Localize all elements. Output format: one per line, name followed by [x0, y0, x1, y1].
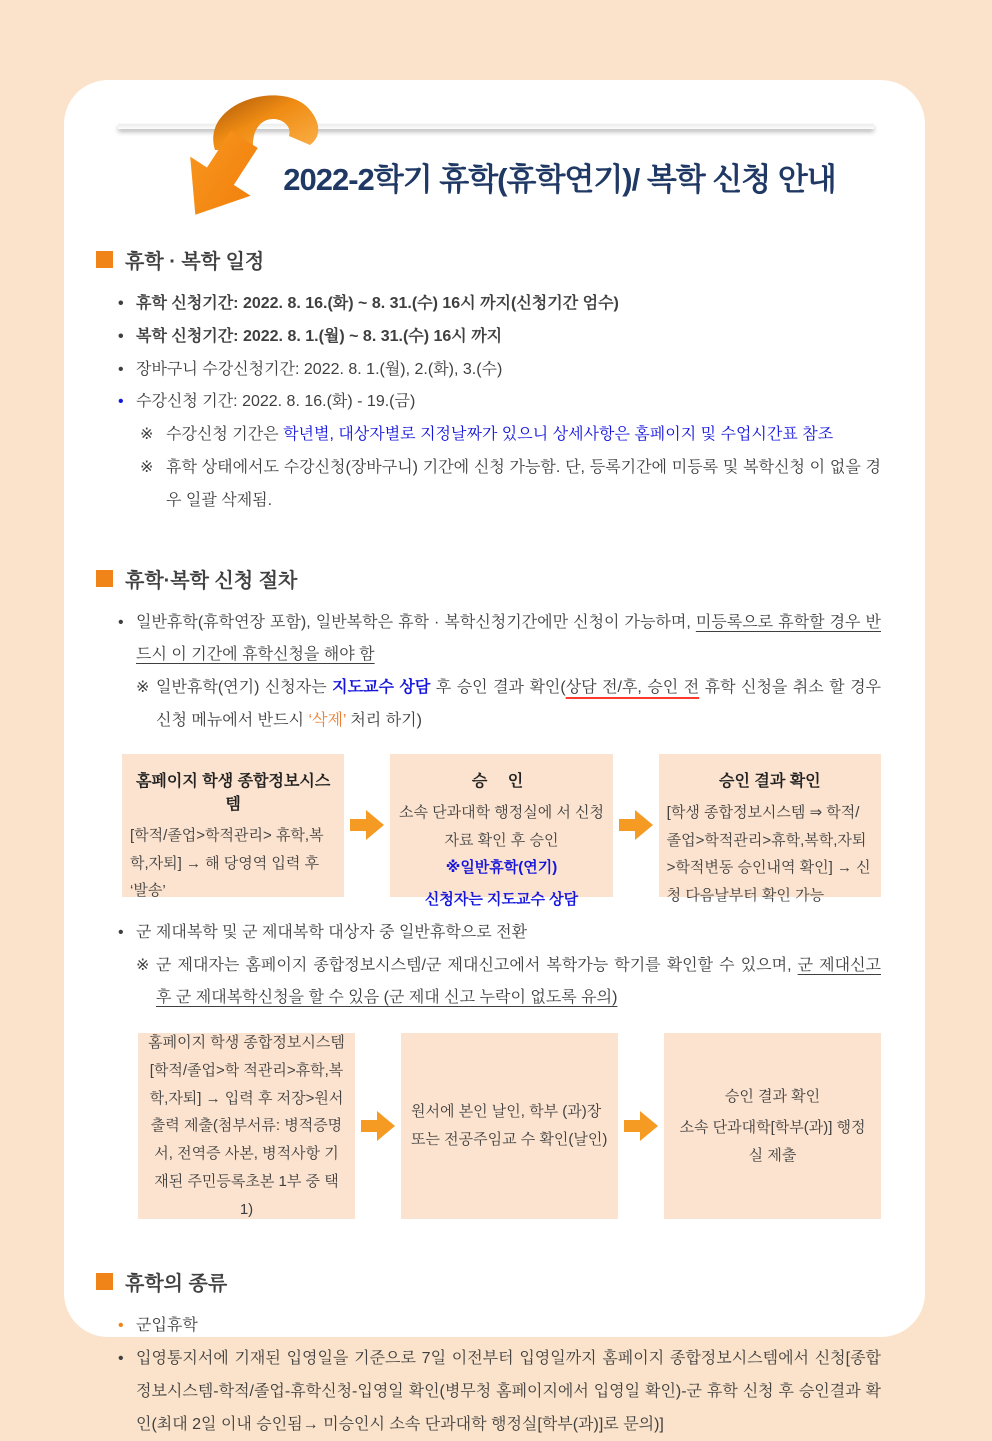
advisor-consult-text: 지도교수 상담	[332, 679, 431, 697]
schedule-item-text: 수강신청 기간: 2022. 8. 16.(화) - 19.(금)	[136, 393, 416, 411]
dot-bullet-icon: •	[118, 1317, 124, 1335]
military-text: 군 제대자는 홈페이지 종합정보시스템/군 제대신고에서 복학가능 학기를 확인할 수 있으며,	[156, 956, 798, 974]
flow-box-title: 승인 결과 확인	[719, 772, 821, 790]
procedure-text-underlined: 미등록으로 휴학할 경우 반드시 이 기간에 휴학신청을 해야 함	[136, 613, 881, 664]
dot-bullet-icon: •	[118, 327, 124, 345]
flow-box-body: 승인 결과 확인	[724, 1087, 821, 1105]
procedure-text: 후 승인 결과 확인(	[430, 679, 566, 697]
flow-box-body: [학생 종합정보시스템 ⇒ 학적/졸업>학적관리>휴학,복학,자퇴>학적변동 승인내역 확인] → 신청 다음날부터 확인 가능	[666, 803, 871, 905]
note-text-blue: 학년별, 대상자별로 지정날짜가 있으니 상세사항은 홈페이지 및 수업시간표 참조	[283, 426, 834, 444]
flow-box-title: 홈페이지 학생 종합정보시스템	[135, 772, 331, 813]
page-title: 2022-2학기 휴학(휴학연기)/ 복학 신청 안내	[283, 162, 836, 197]
procedure-paragraph-1	[118, 607, 881, 673]
flow-box-military-apply	[138, 1033, 355, 1219]
note-text: 휴학 상태에서도 수강신청(장바구니) 기간에 신청 가능함. 단, 등록기간에 미등록 및 복학신청 이 없을 경우 일괄 삭제됨.	[166, 458, 881, 509]
flow-arrow-icon	[361, 1111, 395, 1141]
leave-type-detail-text: 입영통지서에 기재된 입영일을 기준으로 7일 이전부터 입영일까지 홈페이지 종합정보시스템에서 신청[종합정보시스템-학적/졸업-휴학신청-입영일 확인(병무청 홈페이지에서 입영일 확인)-군 휴학 신청 후 승인결과 확인(최대 2일 이내 승인됨→ 미승인시 소속 단과대학 행정실[학부(과)]로 문의)]	[136, 1349, 881, 1433]
flow-box-title: 승 인	[471, 772, 532, 790]
section-leave-types-heading	[96, 1267, 881, 1296]
schedule-note-2	[140, 452, 881, 518]
schedule-item-text: 복학 신청기간: 2022. 8. 1.(월) ~ 8. 31.(수) 16시 까지	[136, 327, 503, 345]
flow-box-note-blue: 신청자는 지도교수 상담	[424, 891, 579, 909]
ribbon-arrow-icon	[122, 88, 332, 238]
military-paragraph-1	[118, 917, 881, 950]
procedure-text: 일반휴학(휴학연장 포함), 일반복학은 휴학 · 복학신청기간에만 신청이 가능하며,	[136, 613, 696, 631]
dot-bullet-icon: •	[118, 360, 124, 378]
flow-box-military-submit	[664, 1033, 881, 1219]
schedule-item-leave	[118, 288, 881, 321]
dot-bullet-icon: •	[118, 393, 124, 411]
schedule-item-cart	[118, 354, 881, 387]
reference-mark-icon: ※	[140, 426, 154, 444]
dot-bullet-icon: •	[118, 613, 124, 631]
section-heading-label: 휴학의 종류	[125, 1273, 228, 1296]
flow-box-body: [학적/졸업>학적관리> 휴학,복학,자퇴] → 해 당영역 입력 후 ‘발송’	[130, 826, 324, 900]
section-procedure-heading	[96, 564, 881, 593]
flow-arrow-icon	[624, 1111, 658, 1141]
flow-arrow-icon	[619, 810, 653, 840]
notice-card	[64, 80, 925, 1433]
leave-type-military-detail	[118, 1343, 881, 1441]
procedure-paragraph-2	[136, 672, 881, 738]
schedule-note-1	[140, 419, 881, 452]
leave-type-label: 군입휴학	[136, 1317, 198, 1335]
procedure-text: 휴학 신청을 취소 할 경우 신청 메뉴에서 반드시	[156, 679, 882, 729]
flow-box-body: 소속 단과대학 행정실에 서 신청 자료 확인 후 승인	[398, 803, 605, 849]
flow-box-system	[122, 754, 344, 900]
military-paragraph-2	[136, 950, 881, 1016]
procedure-text-red-underline: 상담 전/후, 승인 전	[565, 679, 700, 697]
military-text: 군 제대복학 및 군 제대복학 대상자 중 일반휴학으로 전환	[136, 923, 528, 941]
schedule-item-text: 장바구니 수강신청기간: 2022. 8. 1.(월), 2.(화), 3.(수)	[136, 360, 503, 378]
section-schedule-heading	[96, 245, 881, 274]
section-heading-label: 휴학·복학 신청 절차	[125, 569, 298, 592]
procedure-text: 일반휴학(연기) 신청자는	[156, 679, 333, 697]
leave-type-military	[118, 1310, 881, 1343]
flow-box-approval	[390, 754, 612, 909]
military-flow-row	[138, 1033, 881, 1219]
reference-mark-icon: ※	[136, 679, 150, 697]
note-text: 수강신청 기간은	[166, 426, 284, 444]
flow-arrow-icon	[350, 810, 384, 840]
schedule-item-text: 휴학 신청기간: 2022. 8. 16.(화) ~ 8. 31.(수) 16시 까지(신청기간 엄수)	[136, 295, 619, 312]
dot-bullet-icon: •	[118, 295, 124, 312]
flow-box-body: 홈페이지 학생 종합정보시스템[학적/졸업>학 적관리>휴학,복학,자퇴] → 입력 후 저장>원서출력 제출(첨부서류: 병적증명서, 전역증 사본, 병적사항 기재된 주민등록초본 1부 중 택1)	[148, 1034, 345, 1218]
orange-square-bullet-icon	[96, 1273, 113, 1290]
reference-mark-icon: ※	[136, 956, 150, 974]
notice-content	[64, 245, 925, 1441]
flow-box-military-stamp	[401, 1033, 618, 1219]
military-text-underlined: 군 제대신고 후 군 제대복학신청을 할 수 있음 (군 제대 신고 누락이 없도록 유의)	[156, 956, 881, 1007]
flow-box-result-check	[659, 754, 881, 905]
section-heading-label: 휴학 · 복학 일정	[125, 251, 265, 273]
delete-keyword-text: ‘삭제’	[308, 711, 347, 729]
reference-mark-icon: ※	[140, 458, 154, 476]
flow-box-body: 원서에 본인 날인, 학부 (과)장 또는 전공주임교 수 확인(날인)	[411, 1103, 608, 1149]
dot-bullet-icon: •	[118, 923, 124, 941]
orange-square-bullet-icon	[96, 570, 113, 587]
flow-box-body: 소속 단과대학[학부(과)] 행정실 제출	[679, 1119, 866, 1165]
dot-bullet-icon: •	[118, 1349, 124, 1367]
schedule-item-courses	[118, 386, 881, 419]
procedure-flow-row-1	[122, 754, 881, 909]
flow-box-note-blue: ※일반휴학(연기)	[445, 859, 558, 877]
procedure-text: 처리 하기)	[346, 711, 422, 729]
schedule-item-return	[118, 321, 881, 354]
orange-square-bullet-icon	[96, 251, 113, 268]
